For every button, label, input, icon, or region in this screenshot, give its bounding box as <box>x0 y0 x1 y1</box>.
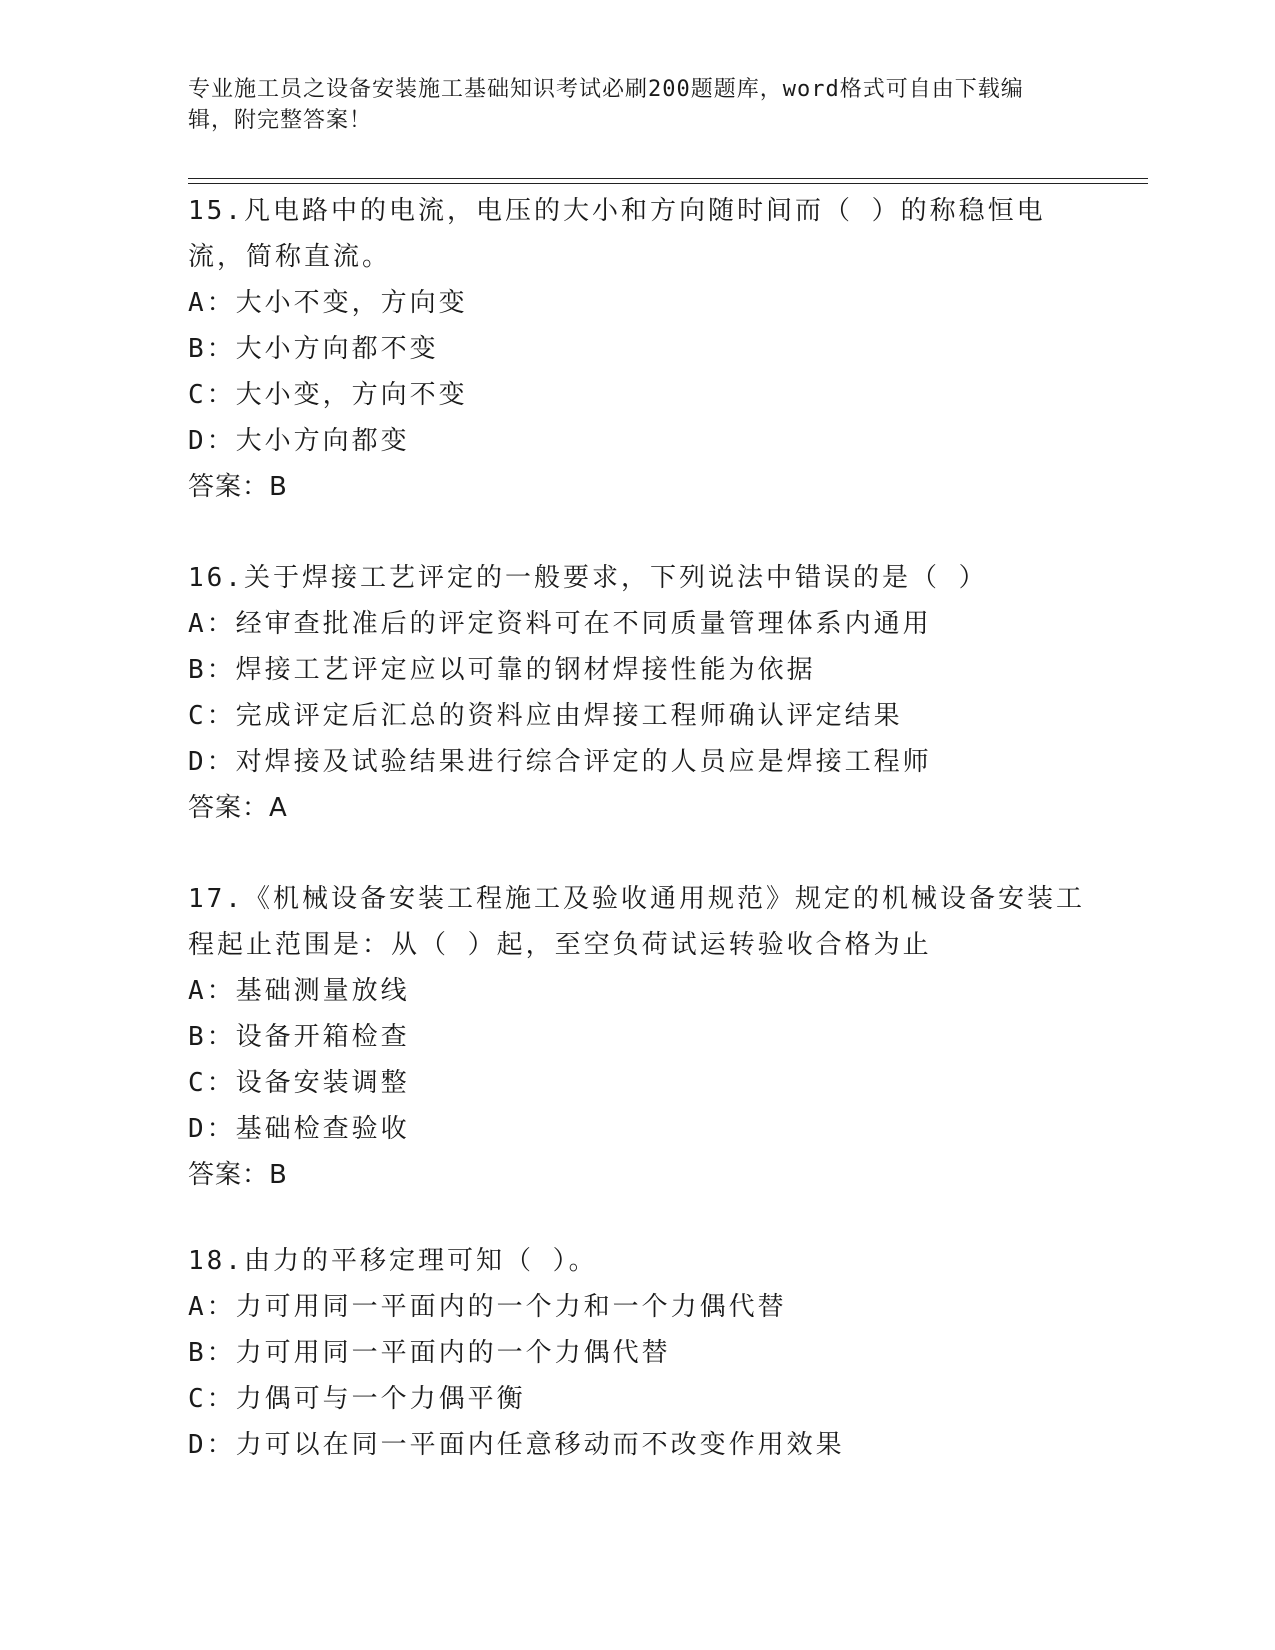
answer-text: 答案：B <box>188 472 288 502</box>
option-c: C：完成评定后汇总的资料应由焊接工程师确认评定结果 <box>188 701 903 731</box>
question-16 <box>188 555 1088 831</box>
option-d: D：对焊接及试验结果进行综合评定的人员应是焊接工程师 <box>188 747 932 777</box>
option-b: B：焊接工艺评定应以可靠的钢材焊接性能为依据 <box>188 655 816 685</box>
option-d: D：基础检查验收 <box>188 1114 410 1144</box>
option-a: A：大小不变，方向变 <box>188 288 468 318</box>
option-c: C：力偶可与一个力偶平衡 <box>188 1384 526 1414</box>
header-divider-bottom <box>188 183 1148 184</box>
option-b: B：大小方向都不变 <box>188 334 439 364</box>
option-b: B：设备开箱检查 <box>188 1022 410 1052</box>
option-c: C：大小变，方向不变 <box>188 380 468 410</box>
question-stem: 18.由力的平移定理可知（ ）。 <box>188 1246 598 1276</box>
header-divider-top <box>188 178 1148 179</box>
option-a: A：经审查批准后的评定资料可在不同质量管理体系内通用 <box>188 609 932 639</box>
question-17 <box>188 876 1088 1198</box>
question-15 <box>188 188 1088 510</box>
answer-text: 答案：A <box>188 793 288 823</box>
question-18 <box>188 1238 1088 1468</box>
question-stem: 17.《机械设备安装工程施工及验收通用规范》规定的机械设备安装工程起止范围是：从（ ）起，至空负荷试运转验收合格为止 <box>188 884 1085 960</box>
document-header: 专业施工员之设备安装施工基础知识考试必刷200题题库，word格式可自由下载编辑，附完整答案！ <box>188 77 1024 133</box>
option-c: C：设备安装调整 <box>188 1068 410 1098</box>
option-b: B：力可用同一平面内的一个力偶代替 <box>188 1338 671 1368</box>
option-a: A：基础测量放线 <box>188 976 410 1006</box>
answer-text: 答案：B <box>188 1160 288 1190</box>
question-stem: 15.凡电路中的电流，电压的大小和方向随时间而（ ）的称稳恒电流，简称直流。 <box>188 196 1046 272</box>
question-stem: 16.关于焊接工艺评定的一般要求，下列说法中错误的是（ ） <box>188 563 988 593</box>
option-d: D：力可以在同一平面内任意移动而不改变作用效果 <box>188 1430 845 1460</box>
option-a: A：力可用同一平面内的一个力和一个力偶代替 <box>188 1292 787 1322</box>
option-d: D：大小方向都变 <box>188 426 410 456</box>
